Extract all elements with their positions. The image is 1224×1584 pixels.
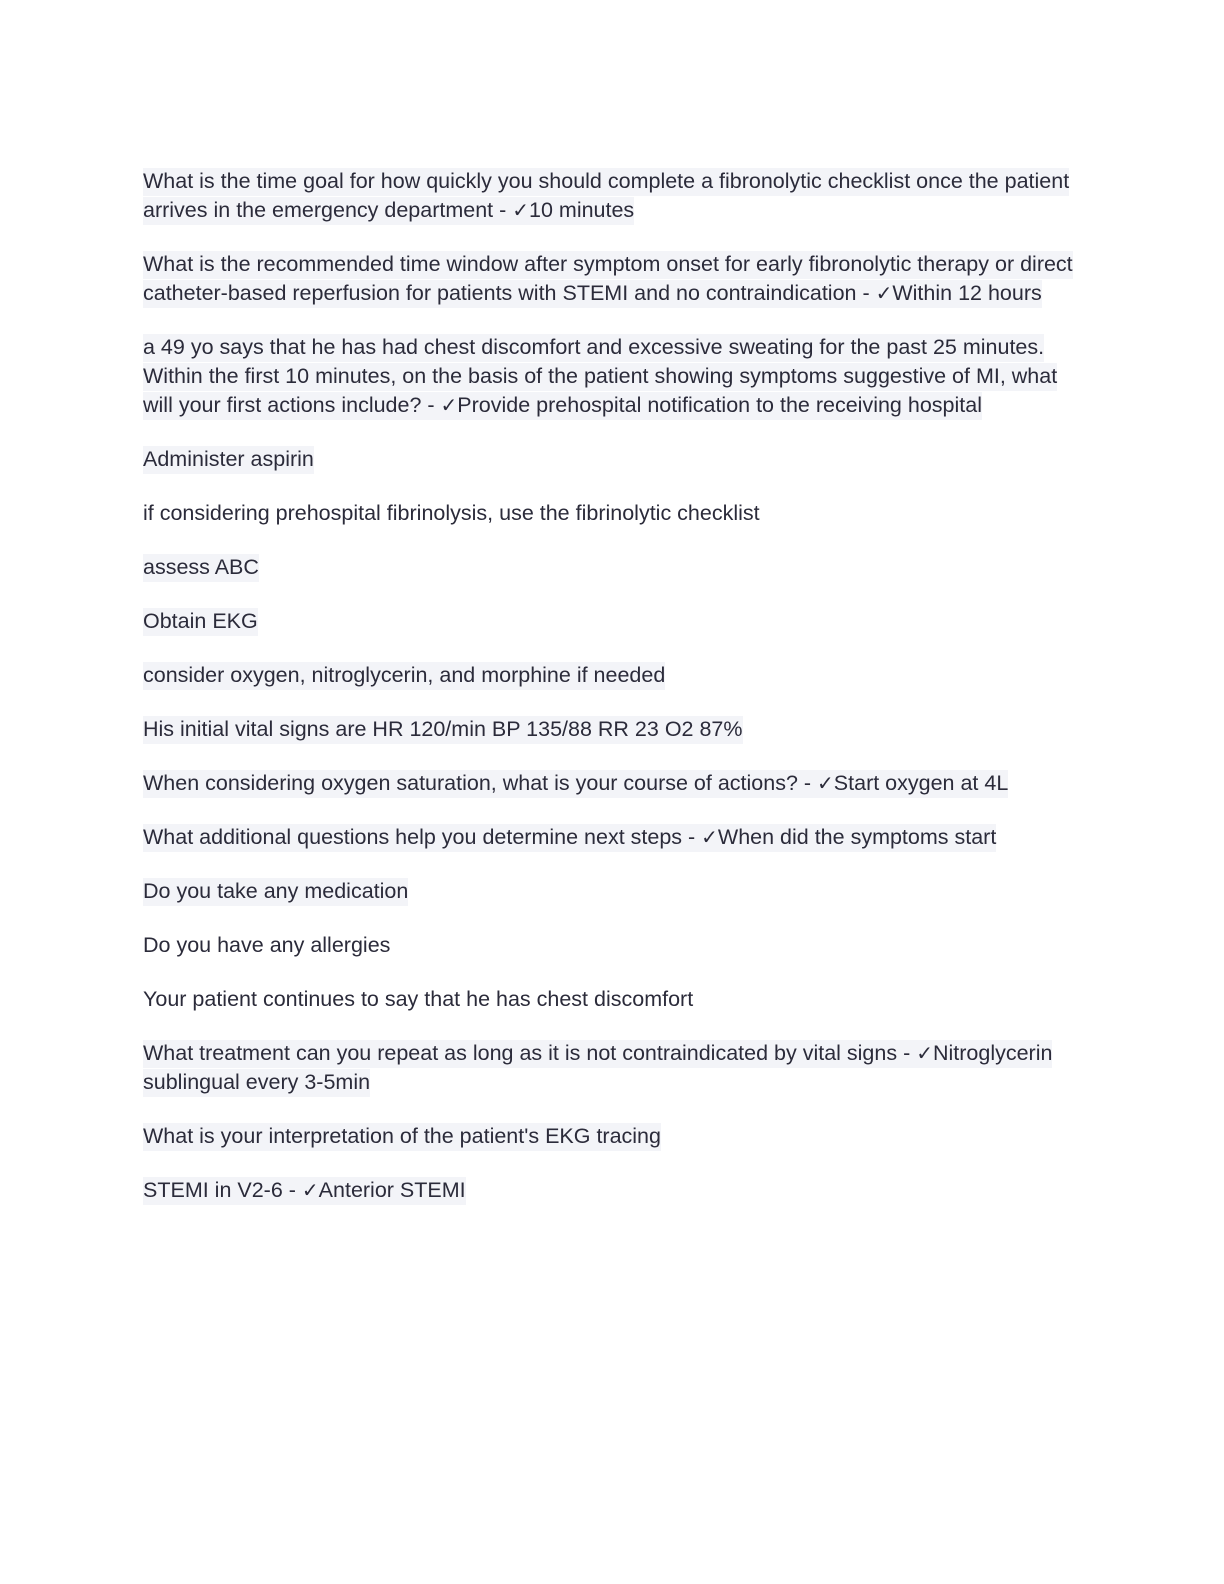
qa-item: [143, 250, 1078, 308]
answer-text: 10 minutes: [529, 198, 635, 222]
question-text: a 49 yo says that he has had chest discomfort and excessive sweating for the past 25 minutes. Within the first 10 minutes, on the basis of the patient showing symptoms suggestive of MI, what will your first actions include? -: [143, 335, 1058, 417]
item-text: Obtain EKG: [143, 608, 258, 636]
answer-text: Nitroglycerin sublingual every 3-5min: [143, 1041, 1053, 1094]
question-text: When considering oxygen saturation, what is your course of actions? -: [143, 771, 818, 795]
qa-item: [143, 1039, 1078, 1097]
text-item: [143, 607, 1078, 636]
qa-item: [143, 1176, 1078, 1205]
check-icon: ✓: [817, 771, 834, 795]
text-item: [143, 985, 1078, 1014]
text-item: [143, 445, 1078, 474]
answer-text: Provide prehospital notification to the receiving hospital: [457, 393, 982, 417]
text-item: [143, 661, 1078, 690]
text-item: [143, 553, 1078, 582]
qa-item: [143, 167, 1078, 225]
question-text: What additional questions help you determine next steps -: [143, 825, 702, 849]
text-item: [143, 931, 1078, 960]
item-text: if considering prehospital fibrinolysis, use the fibrinolytic checklist: [143, 501, 760, 525]
qa-item: [143, 769, 1078, 798]
text-item: [143, 715, 1078, 744]
check-icon: ✓: [512, 198, 530, 222]
item-text: Your patient continues to say that he has chest discomfort: [143, 987, 694, 1011]
qa-item: [143, 823, 1078, 852]
question-text: What is the recommended time window after symptom onset for early fibronolytic therapy or direct catheter-based reperfusion for patients with STEMI and no contraindication -: [143, 252, 1073, 305]
text-item: [143, 1122, 1078, 1151]
answer-text: Anterior STEMI: [318, 1178, 466, 1202]
item-text: What is your interpretation of the patient's EKG tracing: [143, 1123, 661, 1151]
item-text: assess ABC: [143, 554, 259, 582]
qa-item: [143, 333, 1078, 420]
text-item: [143, 877, 1078, 906]
question-text: What is the time goal for how quickly you should complete a fibronolytic checklist once the patient arrives in the emergency department -: [143, 169, 1070, 222]
text-item: [143, 499, 1078, 528]
question-text: What treatment can you repeat as long as it is not contraindicated by vital signs -: [143, 1041, 917, 1065]
answer-text: Start oxygen at 4L: [833, 771, 1009, 795]
answer-text: When did the symptoms start: [717, 825, 997, 849]
check-icon: ✓: [875, 281, 893, 305]
check-icon: ✓: [440, 393, 458, 417]
item-text: Administer aspirin: [143, 446, 314, 474]
item-text: His initial vital signs are HR 120/min BP 135/88 RR 23 O2 87%: [143, 716, 743, 744]
item-text: Do you have any allergies: [143, 933, 391, 957]
document-body: [143, 167, 1078, 1230]
check-icon: ✓: [701, 825, 718, 849]
item-text: consider oxygen, nitroglycerin, and morphine if needed: [143, 662, 665, 690]
question-text: STEMI in V2-6 -: [143, 1178, 302, 1202]
answer-text: Within 12 hours: [892, 281, 1042, 305]
check-icon: ✓: [301, 1178, 319, 1202]
item-text: Do you take any medication: [143, 878, 408, 906]
check-icon: ✓: [916, 1041, 933, 1065]
